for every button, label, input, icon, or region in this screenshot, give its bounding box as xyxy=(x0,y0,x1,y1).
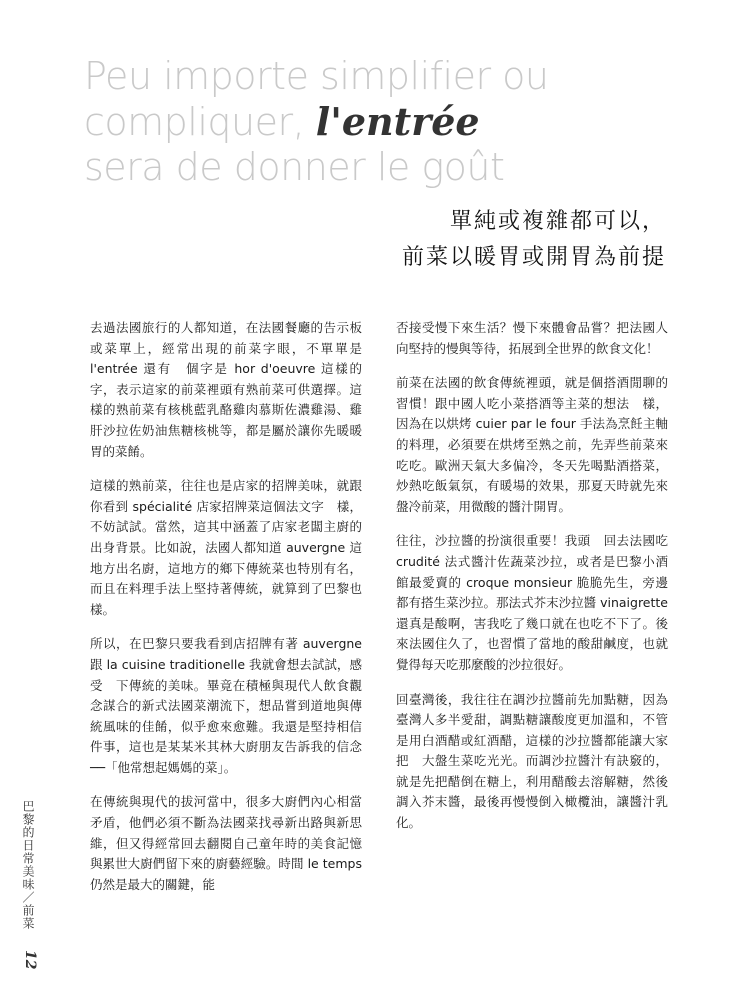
paragraph: 在傳統與現代的拔河當中，很多大廚們內心相當矛盾，他們必須不斷為法國菜找尋新出路與新思維，但又得經常回去翻閱自己童年時的美食記憶與累世大廚們留下來的廚藝經驗。時間 le temps 仍然是最大的關鍵，能 xyxy=(90,794,362,892)
page-number: 12 xyxy=(22,950,38,970)
paragraph: 往往，沙拉醬的扮演很重要！我頭 回去法國吃 crudité 法式醬汁佐蔬菜沙拉，或者是巴黎小酒館最愛賣的 croque monsieur 脆脆先生，旁邊都有搭生菜沙拉。那法式芥末沙拉醬 vinaigrette 還真是酸啊，害我吃了幾口就在也吃不下了。後來法國住久了，也習慣了當地的酸甜鹹度，也就覺得每天吃那麼酸的沙拉很好。 xyxy=(396,533,668,672)
headline-line-3: sera de donner le goût xyxy=(84,145,505,189)
headline xyxy=(84,54,704,190)
subhead xyxy=(402,204,666,276)
paragraph: 去過法國旅行的人都知道，在法國餐廳的告示板或菜單上，經常出現的前菜字眼，不單單是 l'entrée 還有 個字是 hor d'oeuvre 這樣的字，表示這家的前菜裡頭有熟前菜可供選擇。這樣的熟前菜有核桃藍乳酪雞肉慕斯佐濃雞湯、雞肝沙拉佐奶油焦糖核桃等，都是屬於讓你先暖暖胃的菜餚。 xyxy=(90,320,362,459)
headline-line-2 xyxy=(84,99,704,145)
subhead-line-2: 前菜以暖胃或開胃為前提 xyxy=(401,245,666,270)
paragraph: 所以，在巴黎只要我看到店招牌有著 auvergne 跟 la cuisine traditionelle 我就會想去試試，感受 下傳統的美味。畢竟在積極與現代人飲食觀念謀合的新式法國菜潮流下，想品嘗到道地與傳統風味的佳餚，似乎愈來愈難。我還是堅持相信 件事，這也是某某米其林大廚朋友告訴我的信念──「他常想起媽媽的菜」。 xyxy=(90,636,375,775)
left-column xyxy=(90,318,375,909)
paragraph: 這樣的熟前菜，往往也是店家的招牌美味，就跟你看到 spécialité 店家招牌菜這個法文字 樣，不妨試試。當然，這其中涵蓋了店家老闆主廚的出身背景。比如說，法國人都知道 auvergne 這地方出名廚，這地方的鄉下傳統菜也特別有名，而且在料理手法上堅持著傳統，就算到了巴黎也 樣。 xyxy=(90,478,375,617)
headline-emphasis: l'entrée xyxy=(315,99,480,144)
paragraph: 回臺灣後，我往往在調沙拉醬前先加點糖，因為臺灣人多半愛甜，調點糖讓酸度更加溫和，不管是用白酒醋或紅酒醋，這樣的沙拉醬都能讓大家把 大盤生菜吃光光。而調沙拉醬汁有訣竅的，就是先把醋倒在糖上，利用醋酸去溶解糖，然後調入芥末醬，最後再慢慢倒入橄欖油，讓醬汁乳化。 xyxy=(396,691,668,831)
paragraph: 前菜在法國的飲食傳統裡頭，就是個搭酒閒聊的習慣！跟中國人吃小菜搭酒等主菜的想法 樣，因為在以烘烤 cuier par le four 手法為烹飪主軸的料理，必須要在烘烤至熟之前，先弄些前菜來吃吃。歐洲天氣大多偏冷，冬天先喝點酒搭菜，炒熱吃飯氣氛，有暖場的效果，那夏天時就先來盤冷前菜，用微酸的醬汁開胃。 xyxy=(396,375,668,514)
headline-line-2a: compliquer, xyxy=(84,100,316,144)
paragraph: 否接受慢下來生活？慢下來體會品嘗？把法國人 向堅持的慢與等待，拓展到全世界的飲食文化！ xyxy=(396,320,681,356)
subhead-line-1: 單純或複雜都可以， xyxy=(449,209,666,234)
running-footer: 巴黎的日常美味／前菜 xyxy=(21,800,35,930)
headline-line-1: Peu importe simplifier ou xyxy=(84,54,549,98)
right-column xyxy=(396,318,681,848)
